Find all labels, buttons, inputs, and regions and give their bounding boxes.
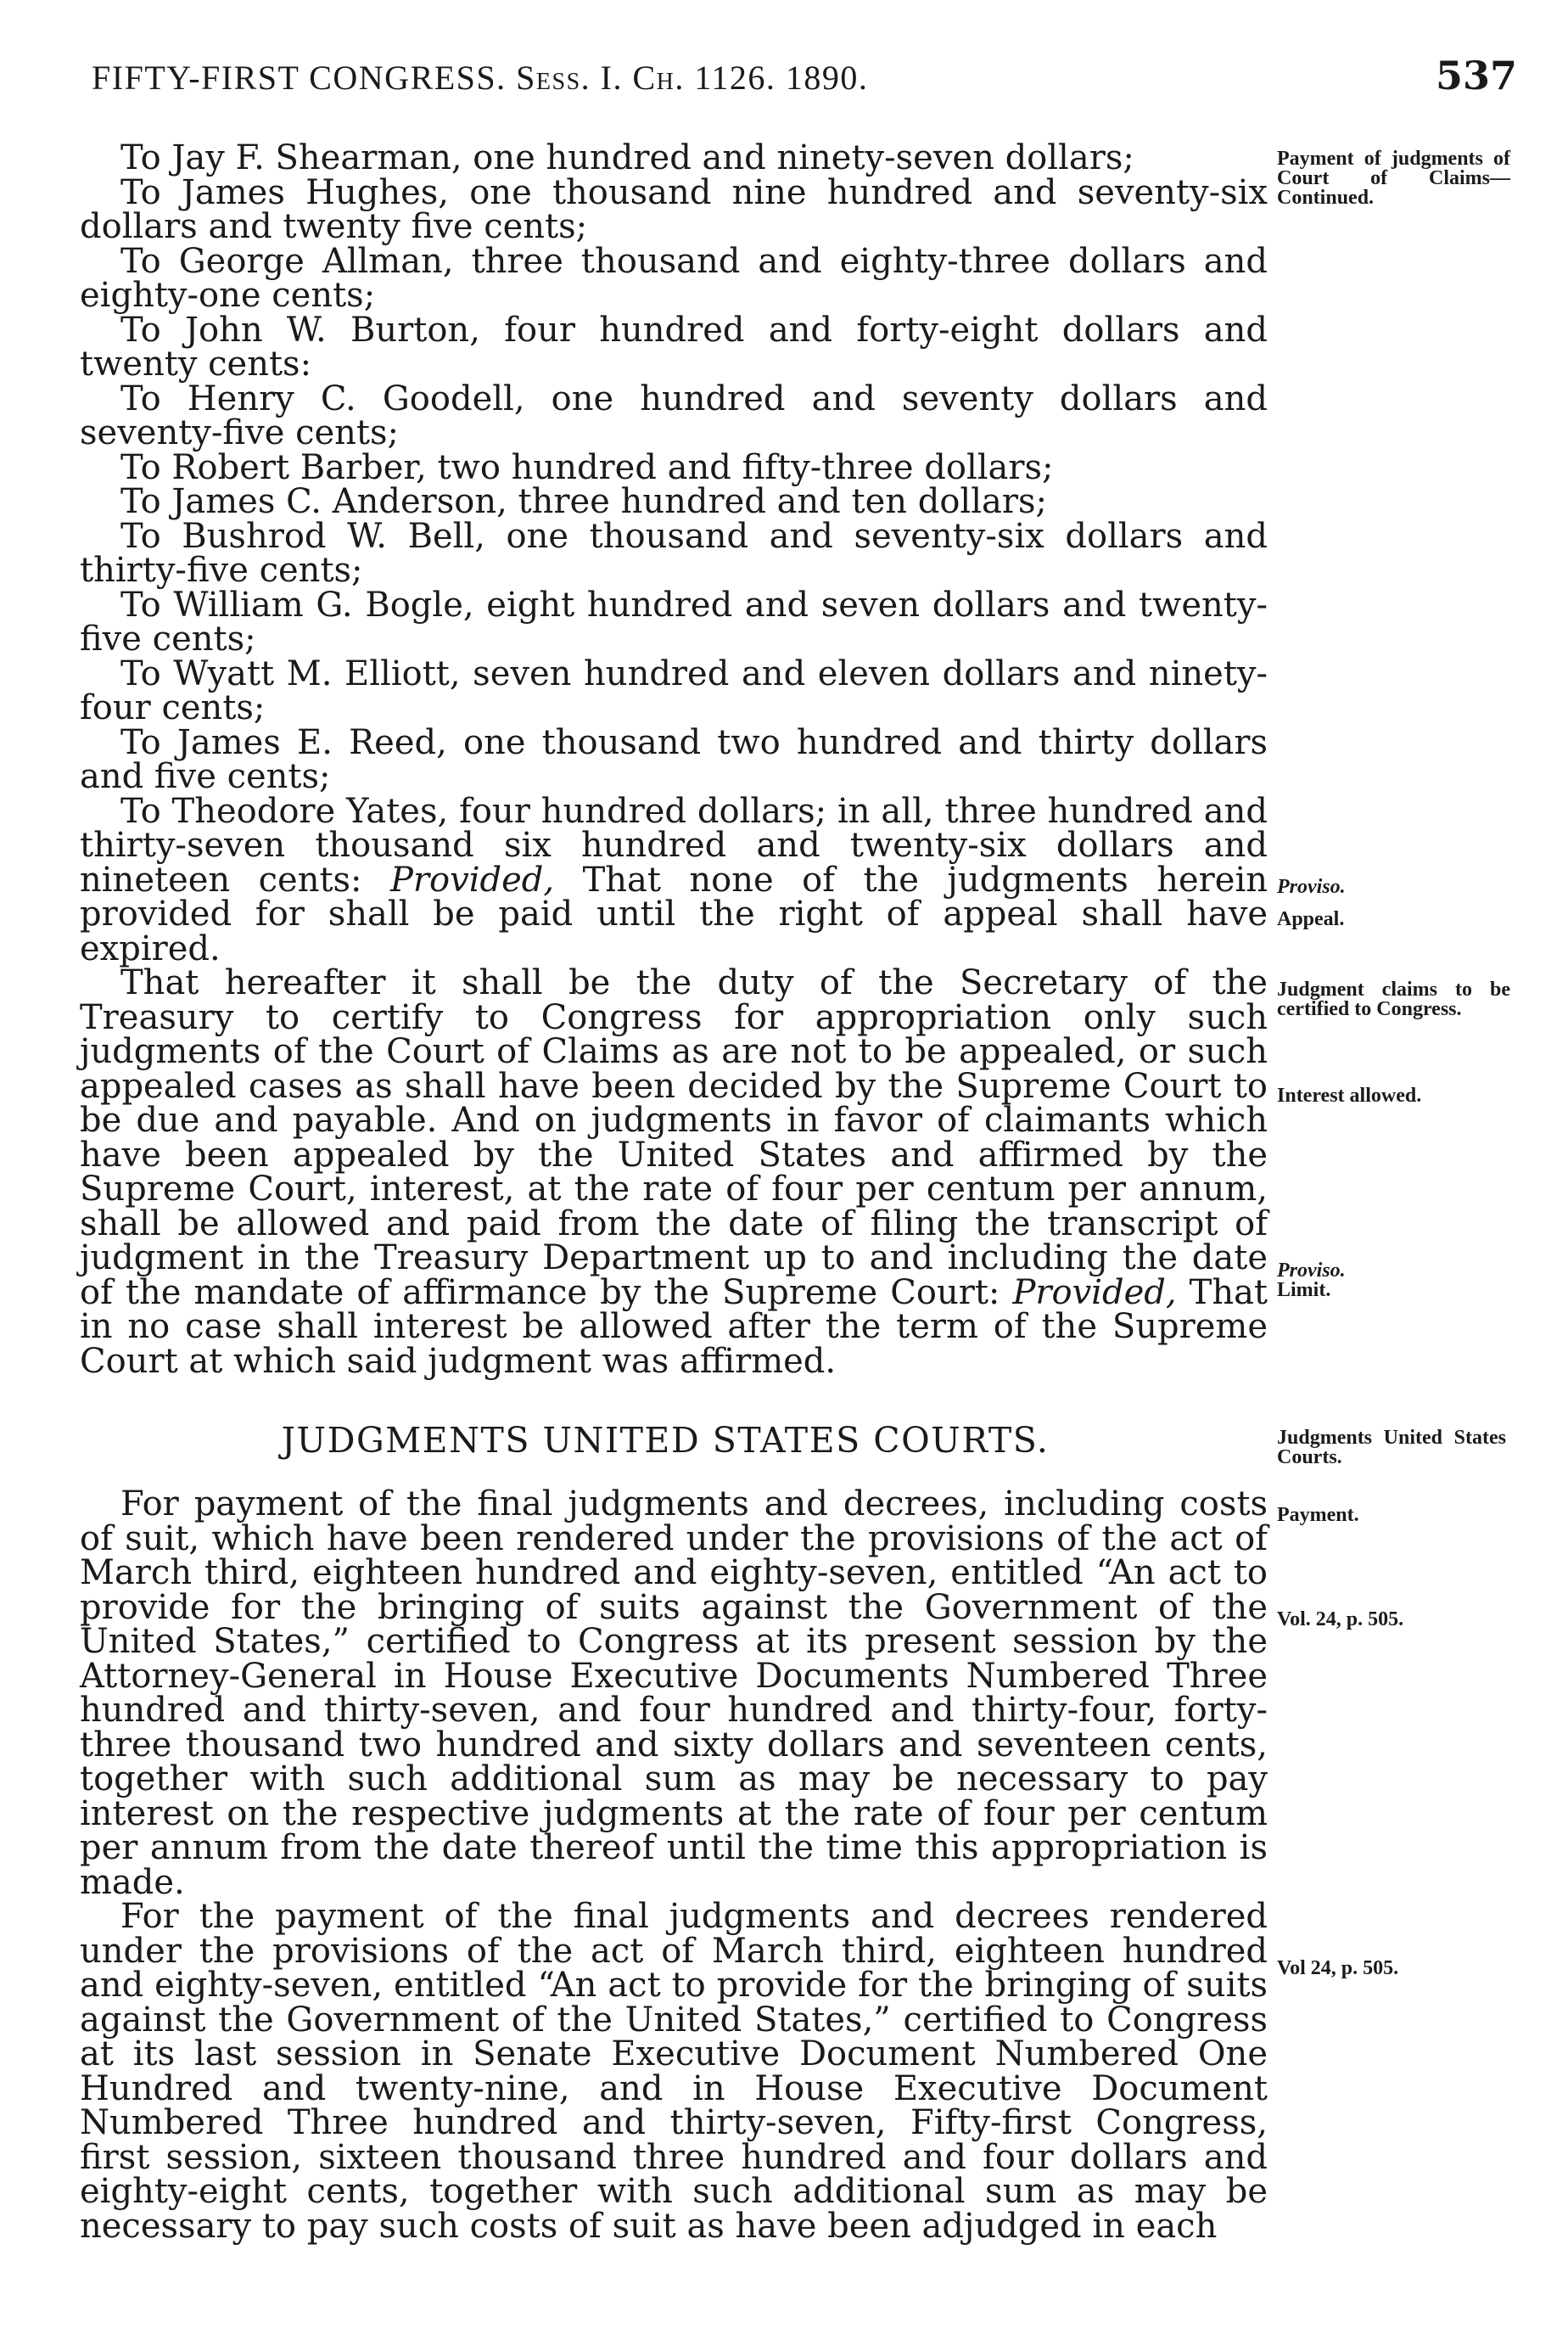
running-head (92, 53, 1517, 104)
margin-note-appeal: Appeal. (1277, 908, 1345, 930)
paragraph-elliott: To Wyatt M. Elliott, seven hundred and eleven dollars and ninety-four cents; (80, 654, 1268, 727)
margin-proviso-italic: Proviso. (1277, 876, 1346, 898)
margin-note-interest-allowed: Interest allowed. (1277, 1085, 1422, 1107)
yates-text: To Theodore Yates, four hundred dollars; in all, three hundred and thirty-seven thousand six hundred and twenty-six dollars and nineteen cents: (80, 791, 1268, 900)
main-text-top (80, 138, 1268, 1381)
margin-note-judgment-claims: Judgment claims to be certified to Congress. (1277, 979, 1510, 1020)
paragraph-reed: To James E. Reed, one thousand two hundred and thirty dollars and five cents; (80, 722, 1268, 796)
running-head-title (92, 58, 868, 98)
section-heading: JUDGMENTS UNITED STATES COURTS. (281, 1420, 1050, 1461)
page-number: 537 (1435, 53, 1517, 98)
margin-limit: Limit. (1277, 1279, 1331, 1301)
margin-note-proviso-limit (1277, 1261, 1510, 1300)
hereafter-text: That hereafter it shall be the duty of the Secretary of the Treasury to certify to Congress for appropriation only such judgments of the Court of Claims as are not to be appealed, or such appealed cases as shall have been decided by the Supreme Court to be due and payable. And on judgments in favor of claimants which have been appealed by the United States and affirmed by the Supreme Court, interest, at the rate of four per centum per annum, shall be allowed and paid from the date of filing the transcript of judgment in the Treasury Department up to and including the date of the mandate of affirmance by the Supreme Court: (80, 963, 1268, 1312)
paragraph-bell: To Bushrod W. Bell, one thousand and seventy-six dollars and thirty-five cents; (80, 516, 1268, 590)
paragraph-payment-judgments: For the payment of the final judgments and decrees rendered under the provisions of the act of March third, eighteen hundred and eighty-seven, entitled “An act to provide for the bringing of suits against the Government of the United States,” certified to Congress at its last session in Senate Executive Document Numbered One Hundred and twenty-nine, and in House Executive Document Numbered Three hundred and thirty-seven, Fifty-first Congress, first session, sixteen thousand three hundred and four dollars and eighty-eight cents, together with such additional sum as may be necessary to pay such costs of suit as have been adjudged in each (80, 1897, 1268, 2246)
paragraph-barber: To Robert Barber, two hundred and fifty-three dollars; (120, 447, 1054, 487)
paragraph-bogle: To William G. Bogle, eight hundred and seven dollars and twenty-five cents; (80, 585, 1268, 659)
margin-note-payment-claims: Payment of judgments of Court of Claims—Continued. (1277, 148, 1510, 209)
paragraph-final-judgments: For payment of the final judgments and decrees, including costs of suit, which have been rendered under the provisions of the act of March third, eighteen hundred and eighty-seven, entitled “An act to provide for the bringing of suits against the Government of the United States,” certified to Congress at its present session by the Attorney-General in House Executive Documents Numbered Three hundred and thirty-seven, and four hundred and thirty-four, forty-three thousand two hundred and sixty dollars and seventeen cents, together with such additional sum as may be necessary to pay interest on the respective judgments at the rate of four per centum per annum from the date thereof until the time this appropriation is made. (80, 1484, 1268, 1902)
paragraph-yates (80, 791, 1268, 968)
paragraph-anderson: To James C. Anderson, three hundred and ten dollars; (120, 482, 1047, 521)
running-head-title-session: Sess. I. Ch. 1126. 1890. (516, 59, 869, 97)
running-head-title-plain: FIFTY-FIRST CONGRESS. (92, 59, 517, 97)
margin-note-judgments-us-courts: Judgments United States Courts. (1277, 1427, 1506, 1468)
margin-note-vol-ref-1: Vol. 24, p. 505. (1277, 1608, 1404, 1630)
margin-note-vol-ref-2: Vol 24, p. 505. (1277, 1957, 1399, 1979)
provided-italic: Provided, (390, 860, 555, 900)
hereafter-proviso-text: That in no case shall interest be allowed after the term of the Supreme Court at which said judgment was affirmed. (80, 1272, 1268, 1381)
margin-note-proviso (1277, 878, 1510, 897)
paragraph-goodell: To Henry C. Goodell, one hundred and seventy dollars and seventy-five cents; (80, 379, 1268, 452)
main-text-bottom (80, 1484, 1268, 2246)
paragraph-shearman: To Jay F. Shearman, one hundred and ninety-seven dollars; (120, 138, 1134, 177)
provided-italic: Provided, (1012, 1272, 1177, 1312)
yates-proviso-text: That none of the judgments herein provided for shall be paid until the right of appeal shall have expired. (80, 860, 1268, 968)
margin-proviso-italic: Proviso. (1277, 1260, 1346, 1282)
paragraph-burton: To John W. Burton, four hundred and forty-eight dollars and twenty cents: (80, 310, 1268, 384)
paragraph-hereafter (80, 963, 1268, 1381)
paragraph-allman: To George Allman, three thousand and eighty-three dollars and eighty-one cents; (80, 241, 1268, 315)
margin-note-payment: Payment. (1277, 1504, 1359, 1526)
paragraph-hughes: To James Hughes, one thousand nine hundred and seventy-six dollars and twenty five cents; (80, 172, 1268, 246)
